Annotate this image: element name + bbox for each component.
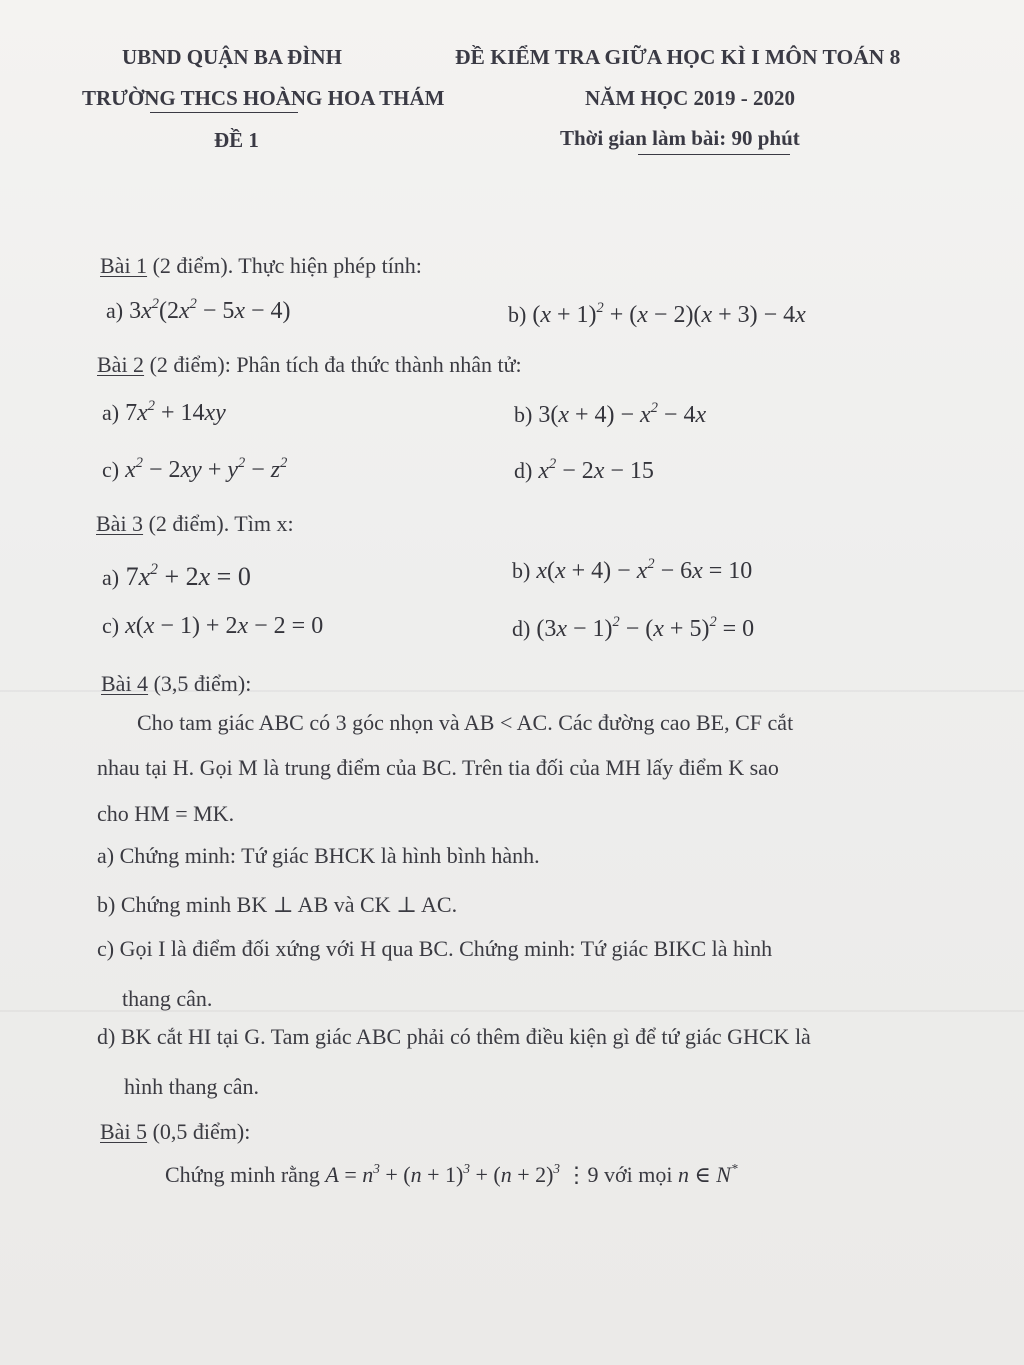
bai2-a-label: a) [102,400,120,425]
bai3-heading [96,511,294,537]
bai3-d-label: d) [512,616,531,641]
bai2-c: c) $x^2 - 2xy + y^2 - z^2$ [102,454,288,483]
bai4-paragraph-line2: nhau tại H. Gọi M là trung điểm của BC. Trên tia đối của MH lấy điểm K sao [97,755,779,780]
bai4-intro: (3,5 điểm): [148,671,252,696]
bai2-d: d) $x^2 - 2x - 15$ [514,455,654,484]
bai4-question-d-line2: hình thang cân. [124,1074,260,1099]
header-school-year: NĂM HỌC 2019 - 2020 [585,86,795,110]
header-district: UBND QUẬN BA ĐÌNH [122,45,342,69]
bai3-b-label: b) [512,558,531,583]
bai5-statement: Chứng minh rằng $A = n^3 + (n + 1)^3 + (n + 2)^3$ ⋮9 với mọi n ∈ N* [165,1160,738,1187]
bai2-b-label: b) [514,402,533,427]
bai1-intro: (2 điểm). Thực hiện phép tính: [147,253,422,278]
bai2-b: b) $3(x + 4) - x^2 - 4x$ [514,399,707,428]
bai3-d: d) $(3x - 1)^2 - (x + 5)^2 = 0$ [512,613,755,642]
bai1-b: b) $(x + 1)^2 + (x - 2)(x + 3) - 4x$ [508,299,806,328]
bai2-a: a) $7x^2 + 14xy$ [102,397,226,426]
bai4-question-a: a) Chứng minh: Tứ giác BHCK là hình bình hành. [97,843,540,868]
bai3-b: b) $x(x + 4) - x^2 - 6x = 10$ [512,555,753,584]
bai3-c: c) x(x − 1) + 2x − 2 = 0 [102,613,324,639]
bai2-intro: (2 điểm): Phân tích đa thức thành nhân tử: [144,352,522,377]
bai4-paragraph-line1: Cho tam giác ABC có 3 góc nhọn và AB < AC. Các đường cao BE, CF cắt [137,710,794,735]
header-school: TRƯỜNG THCS HOÀNG HOA THÁM [82,86,445,110]
bai2-d-label: d) [514,458,533,483]
header-underline [638,154,790,155]
bai5-intro: (0,5 điểm): [147,1119,251,1144]
bai1-b-label: b) [508,302,527,327]
bai3-title: Bài 3 [96,511,144,536]
bai2-title: Bài 2 [97,352,145,377]
header-underline [150,112,298,113]
bai4-paragraph-line3: cho HM = MK. [97,801,235,826]
bai4-question-c-line2: thang cân. [122,986,213,1011]
bai5-lead: Chứng minh rằng [165,1162,326,1187]
bai5-heading [100,1119,250,1145]
bai4-heading [101,671,251,697]
bai3-c-label: c) [102,613,120,638]
bai1-title: Bài 1 [100,253,148,278]
bai3-intro: (2 điểm). Tìm x: [143,511,294,536]
bai3-a: a) $7x^2 + 2x = 0$ [102,561,251,591]
bai2-c-label: c) [102,457,120,482]
bai2-heading [97,352,522,378]
header-duration: Thời gian làm bài: 90 phút [560,126,800,150]
bai4-question-d-line1: d) BK cắt HI tại G. Tam giác ABC phải có thêm điều kiện gì để tứ giác GHCK là [97,1024,811,1049]
bai1-heading [100,253,422,279]
bai4-question-b: b) Chứng minh BK ⊥ AB và CK ⊥ AC. [97,892,458,917]
bai5-title: Bài 5 [100,1119,148,1144]
bai4-title: Bài 4 [101,671,149,696]
header-exam-code: ĐỀ 1 [214,128,259,152]
header-exam-title: ĐỀ KIỂM TRA GIỮA HỌC KÌ I MÔN TOÁN 8 [455,45,901,69]
bai1-a: a) $3x^2(2x^2 - 5x - 4)$ [106,295,291,324]
bai5-tail: với mọi [598,1162,678,1187]
bai3-a-label: a) [102,565,120,590]
bai1-a-label: a) [106,298,124,323]
bai4-question-c-line1: c) Gọi I là điểm đối xứng với H qua BC. Chứng minh: Tứ giác BIKC là hình [97,936,773,961]
